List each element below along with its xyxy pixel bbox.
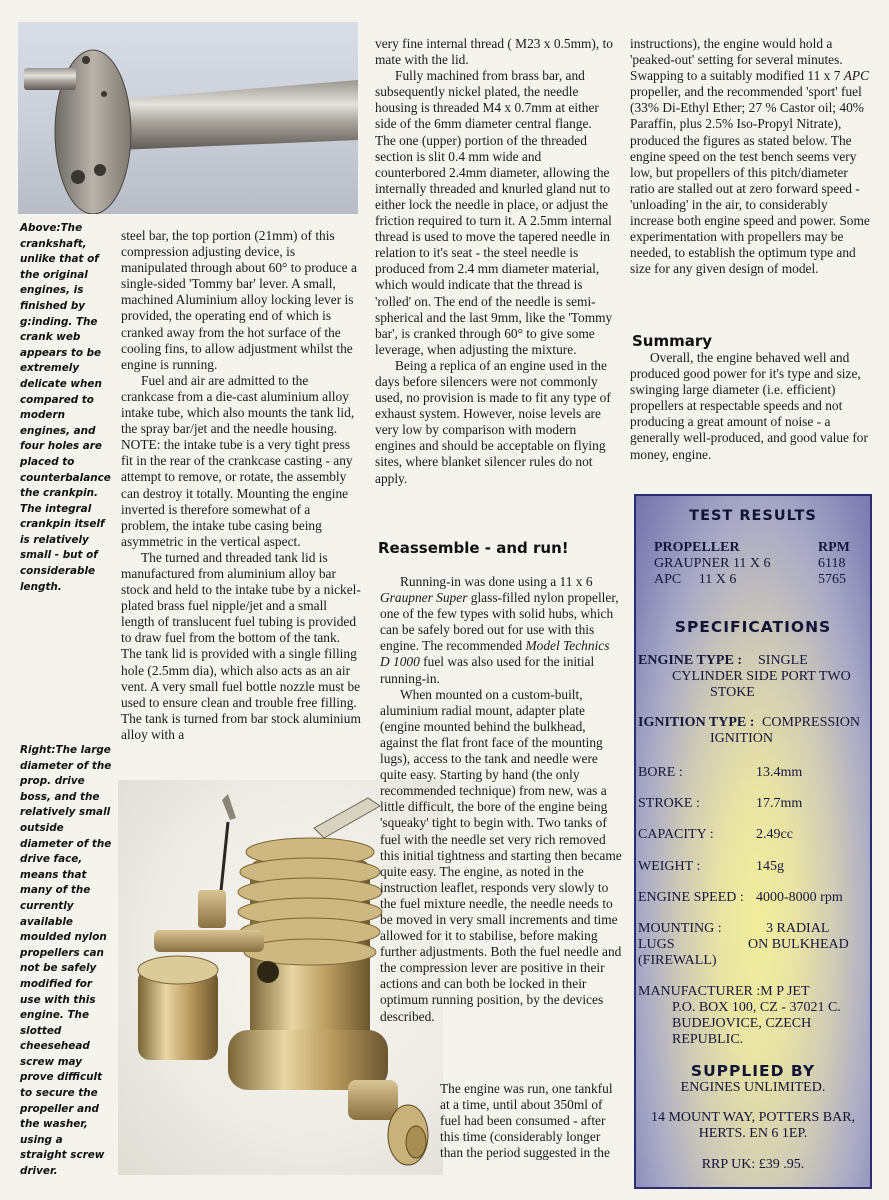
supplier-address: 14 MOUNT WAY, POTTERS BAR, (650, 1110, 856, 1125)
crankshaft-photo (18, 22, 358, 214)
product-name: Graupner Super (380, 590, 468, 606)
rrp-price: RRP UK: £39 .95. (701, 1157, 805, 1172)
ignition-type-label: IGNITION TYPE : (638, 715, 755, 730)
mounting-label: LUGS (638, 937, 675, 952)
text: glass-filled nylon propeller, one of the few types with solid hubs, which can be safely bored out for use with this engine. The recommended (380, 590, 619, 654)
mounting-label: MOUNTING : (638, 921, 722, 936)
text: fuel was also used for the initial running-in. (380, 654, 595, 686)
manufacturer-line: P.O. BOX 100, CZ - 37021 C. (672, 1000, 841, 1015)
result-rpm: 5765 (818, 572, 846, 587)
ignition-type-value: COMPRESSION (762, 715, 861, 730)
paragraph: Overall, the engine behaved well and produced good power for it's type and size, swinging large diameter (i.e. efficient) propellers at respectable speeds and not producing a great amount of noise - a generally well-produced, and good value for money, engine. (630, 350, 868, 462)
mounting-value: 3 RADIAL (766, 921, 830, 936)
mounting-label: (FIREWALL) (638, 953, 717, 968)
supplied-by-title: SUPPLIED BY (690, 1062, 816, 1080)
weight-value: 145g (756, 859, 784, 874)
result-prop: APC 11 X 6 (654, 572, 737, 587)
capacity-value: 2.49cc (756, 827, 793, 842)
summary-text (630, 350, 870, 463)
propeller-header: PROPELLER (654, 540, 740, 555)
result-prop: GRAUPNER 11 X 6 (654, 556, 771, 571)
section-heading-summary: Summary (632, 332, 713, 350)
weight-label: WEIGHT : (638, 859, 701, 874)
ignition-type-value: IGNITION (710, 731, 773, 746)
section-heading-reassemble: Reassemble - and run! (378, 539, 569, 557)
paragraph (380, 574, 622, 687)
rpm-header: RPM (818, 540, 850, 555)
stroke-value: 17.7mm (756, 796, 803, 811)
crankshaft-illustration (18, 22, 358, 214)
text: propeller, and the recommended 'sport' fuel (33% Di-Ethyl Ether; 27 % Castor oil; 40% Paraffin, plus 2.5% Iso-Propyl Nitrate), produced the figures as stated below. The engine speed on the test bench seems very low, but propellers of this pitch/diameter ratio are stalled out at zero forward speed - 'unloading' in the air, to considerably increase both engine speed and power. Some experimentation with propellers may be needed, to establish the optimum type and size for any given design of model. (630, 84, 870, 277)
engine-type-value: CYLINDER SIDE PORT TWO (672, 669, 851, 684)
supplier-name: ENGINES UNLIMITED. (680, 1080, 826, 1095)
engine-type-value: SINGLE (758, 653, 808, 668)
supplier-address: HERTS. EN 6 1EP. (698, 1126, 808, 1141)
article-column-2-lower (380, 574, 622, 1025)
bore-value: 13.4mm (756, 765, 803, 780)
product-name: APC (843, 68, 870, 84)
engine-caption: Right:The large diameter of the prop. drive boss, and the relatively small outside diameter of the drive face, means that many of the currently available moulded nylon propellers can not be safely modified for use with this engine. The slotted cheesehead screw may prove difficult to secure the propeller and the washer, using a straight screw driver. (20, 744, 112, 1178)
engine-type-value: STOKE (710, 685, 755, 700)
paragraph: The turned and threaded tank lid is manufactured from aluminium alloy bar stock and held to the intake tube by a nickel-plated brass fuel nipple/jet and a small length of translucent fuel tubing is provided to draw fuel from the bottom of the tank. The tank lid is provided with a single filling hole (2.5mm dia), which also acts as an air vent. A very small fuel bottle nozzle must be used to ensure clean and trouble free filling. The tank is turned from bar stock aluminium alloy with a (121, 549, 361, 742)
paragraph: The engine was run, one tankful at a time, until about 350ml of fuel had been consumed - after this time (considerably longer than the period suggested in the (440, 1081, 613, 1161)
paragraph: steel bar, the top portion (21mm) of this compression adjusting device, is manipulated through about 60° to produce a single-sided 'Tommy bar' lever. A small, machined Aluminium alloy locking lever is provided, the operating end of which is cranked away from the hot surface of the cooling fins, to allow adjustment whilst the engine is running. (121, 228, 357, 372)
text: instructions), the engine would hold a 'peaked-out' setting for several minutes. Swapping to a suitably modified 11 x 7 (630, 36, 844, 84)
engine-type-label: ENGINE TYPE : (638, 653, 742, 668)
specifications-title: SPECIFICATIONS (674, 618, 832, 636)
manufacturer-line: REPUBLIC. (672, 1032, 744, 1047)
crankshaft-caption: Above:The crankshaft, unlike that of the original engines, is finished by g:inding. The crank web appears to be extremely delicate when compared to modern engines, and four holes are placed to counterbalance the crankpin. The integral crankpin itself is relatively small - but of considerable length. (20, 222, 111, 593)
paragraph: very fine internal thread ( M23 x 0.5mm), to mate with the lid. (375, 36, 613, 68)
stroke-label: STROKE : (638, 796, 700, 811)
paragraph: Fuel and air are admitted to the crankcase from a die-cast aluminium alloy intake tube, which also mounts the tank lid, the spray bar/jet and the needle housing. NOTE: the intake tube is a very tight press fit in the rear of the crankcase casting - any attempt to remove, or rotate, the assembly can destroy it totally. Mounting the engine inverted is therefore somewhat of a problem, the intake tube casing being asymmetric in the vertical aspect. (121, 372, 355, 549)
test-results-title: TEST RESULTS (689, 508, 817, 524)
text: Running-in was done using a 11 x 6 (400, 574, 593, 589)
engine-speed-label: ENGINE SPEED : (638, 890, 744, 905)
test-results-box (634, 494, 872, 1189)
paragraph: When mounted on a custom-built, aluminium radial mount, adapter plate (engine mounted behind the bulkhead, against the flat front face of the mounting lugs), access to the tank and needle were quite easy. Starting by hand (the only recommended technique) from new, was a little difficult, the bore of the engine being 'squeaky' tight to begin with. Two tanks of fuel with the needle set very rich removed this initial tightness and starting then became quite easy. The engine, as noted in the instruction leaflet, responds very slowly to the fuel mixture needle, the needle needs to be moved in very small increments and time allowed for it to stabilise, before making further adjustments. Both the fuel needle and the compression lever are positive in their actions and can both be locked in their optimum running position, by the devices described. (380, 686, 622, 1024)
article-column-2-end (440, 1081, 620, 1161)
product-name: Model Technics D 1000 (380, 638, 610, 670)
engine-speed-value: 4000-8000 rpm (756, 890, 843, 905)
manufacturer-line: MANUFACTURER :M P JET (638, 984, 810, 999)
mounting-value: ON BULKHEAD (748, 937, 849, 952)
article-column-1 (121, 228, 361, 743)
article-column-2 (375, 36, 615, 487)
bore-label: BORE : (638, 765, 683, 780)
manufacturer-line: BUDEJOVICE, CZECH (672, 1016, 812, 1031)
result-rpm: 6118 (818, 556, 846, 571)
article-column-3 (630, 36, 870, 277)
paragraph: Fully machined from brass bar, and subsequently nickel plated, the needle housing is threaded M4 x 0.7mm at either side of the 6mm diameter central flange. The one (upper) portion of the threaded section is slit 0.4 mm wide and counterbored 2.4mm diameter, allowing the internally threaded and knurled gland nut to either lock the needle in place, or adjust the friction required to turn it. A 2.5mm internal thread is used to move the tapered needle in relation to it's seat - the steel needle is produced from 2.4 mm diameter material, which would indicate that the thread is 'rolled' on. The end of the needle is semi-spherical and the last 9mm, like the 'Tommy bar', is cranked through 60° to give some leverage, when adjusting the mixture. (375, 68, 613, 357)
capacity-label: CAPACITY : (638, 827, 714, 842)
paragraph (630, 36, 870, 277)
paragraph: Being a replica of an engine used in the days before silencers were not commonly used, no provision is made to fit any type of exhaust system. However, noise levels are very low by comparison with modern engines and should be acceptable on flying sites, where blanket silencer rules do not apply. (375, 357, 611, 486)
